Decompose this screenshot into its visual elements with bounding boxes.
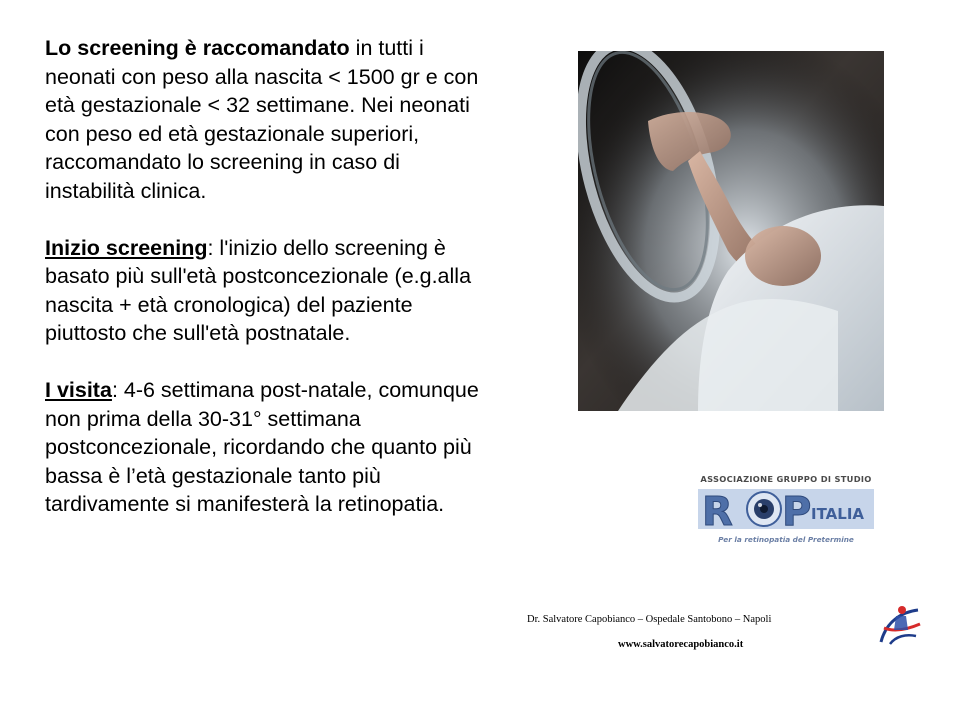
logo-top-text: ASSOCIAZIONE GRUPPO DI STUDIO [700,474,872,484]
paragraph-first-visit [45,376,485,519]
paragraph-start-body: : l'inizio dello screening è basato più sull'età postconcezionale (e.g.alla nascita + età cronologica) del paziente piuttosto che sull'età postnatale. [45,235,472,345]
footer-author: Dr. Salvatore Capobianco – Ospedale Santobono – Napoli [527,614,772,625]
paragraph-screening [45,34,485,205]
paragraph-start-heading: Inizio screening [45,235,208,260]
rop-italia-logo [698,474,874,550]
paragraph-start [45,234,485,348]
photo-illustration [578,51,884,411]
paragraph-screening-body: in tutti i neonati con peso alla nascita < 1500 gr e con età gestazionale < 32 settimane. Nei neonati con peso ed età gestazionale superiori, raccomandato lo screening in caso di instabilità clinica. [45,36,479,203]
paragraph-first-visit-body: : 4-6 settimana post-natale, comunque non prima della 30-31° settimana postconcezionale, ricordando che quanto più bassa è l’età gestazionale tanto più tardivamente si manifesterà la retinopatia. [45,378,479,516]
logo-bottom-text: Per la retinopatia del Pretermine [718,535,854,544]
footer-website: www.salvatorecapobianco.it [618,639,744,650]
logo-letter-p: P [782,489,812,531]
logo-letter-r: R [702,489,733,531]
paragraph-screening-heading: Lo screening è raccomandato [45,36,350,60]
body-text [45,34,485,547]
logo-mark [698,487,874,531]
paragraph-first-visit-heading: I visita [45,378,112,402]
association-emblem-icon [876,602,926,648]
premature-infant-incubator-photo [578,51,884,411]
logo-word: ITALIA [811,505,865,523]
